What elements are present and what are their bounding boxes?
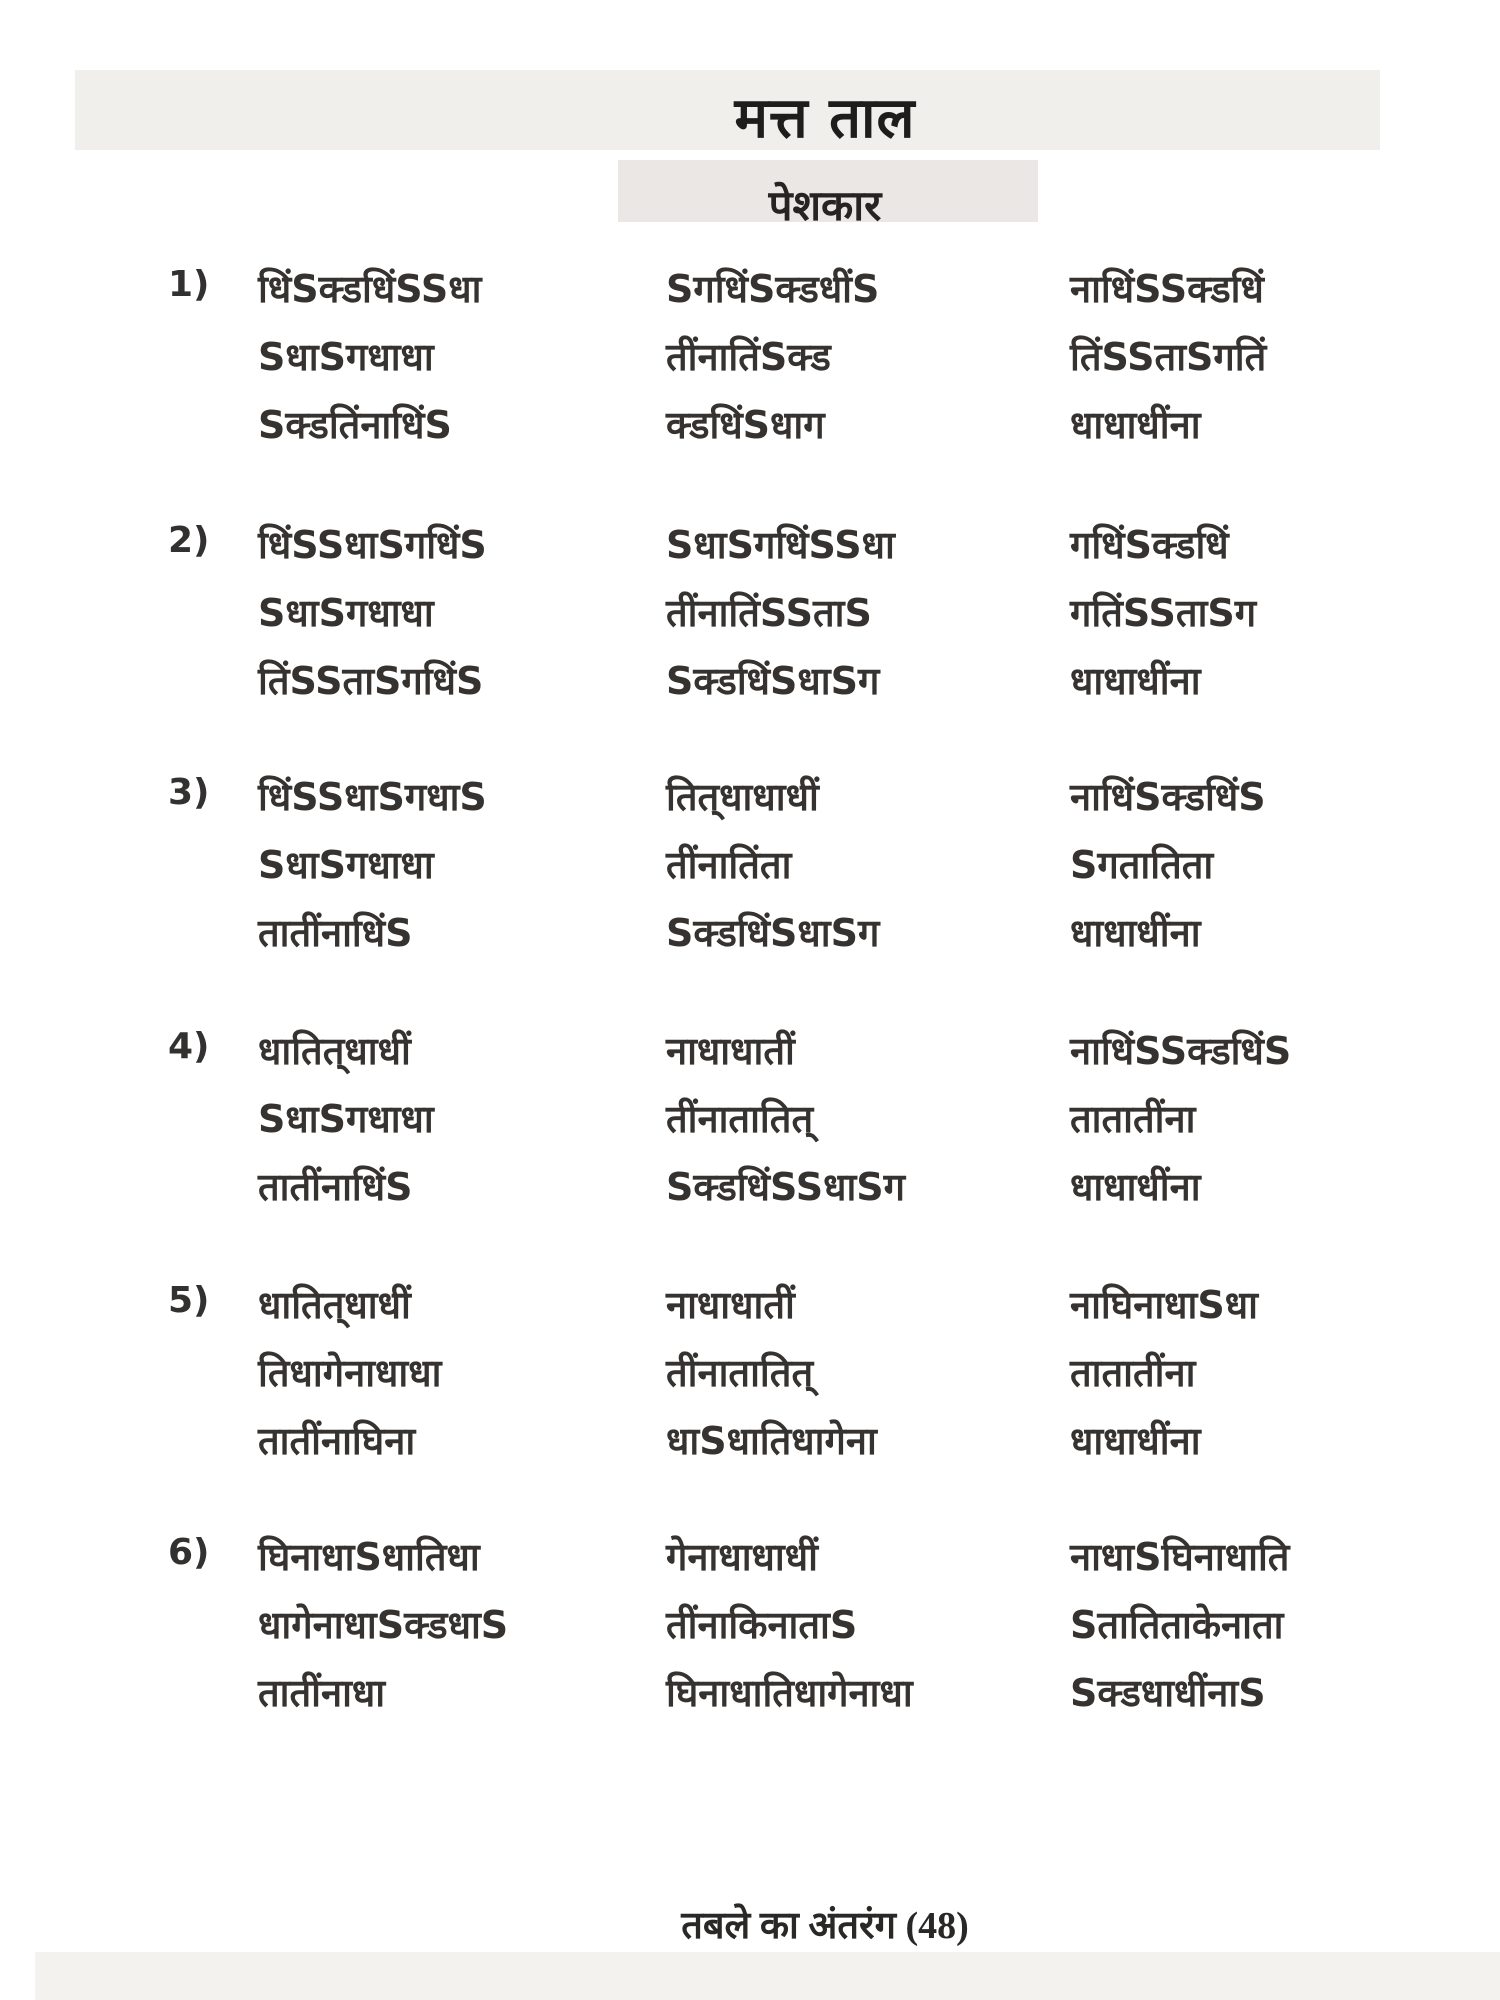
bol-cell: SधाSगधिंSSधा xyxy=(666,523,895,567)
page-footer: तबले का अंतरंग (48) xyxy=(681,1905,969,1947)
bol-cell: धिंSSधाSगधाS xyxy=(258,775,487,819)
bol-line xyxy=(0,1346,1500,1414)
bol-cell: तींनातातित् xyxy=(666,1097,814,1141)
bol-cell: धाSधातिधागेना xyxy=(666,1419,877,1463)
bol-cell: धाधाधींना xyxy=(1070,659,1201,703)
bol-line xyxy=(0,1092,1500,1160)
scan-artifact-band-bottom xyxy=(35,1952,1500,2000)
bol-cell: क्डधिंSधाग xyxy=(666,403,825,447)
bol-cell: गधिंSक्डधिं xyxy=(1070,523,1229,567)
bol-line xyxy=(0,1414,1500,1482)
bol-cell: Sक्डधिंSSधाSग xyxy=(666,1165,906,1209)
group-number: 5) xyxy=(168,1280,210,1321)
bol-cell: धागेनाधाSक्डधाS xyxy=(258,1603,509,1647)
bol-line xyxy=(0,262,1500,330)
bol-cell: नाधिंSSक्डधिंS xyxy=(1070,1029,1292,1073)
group-number: 3) xyxy=(168,772,210,813)
bol-cell: तींनातातित् xyxy=(666,1351,814,1395)
bol-cell: Sक्डतिंनाधिंS xyxy=(258,403,452,447)
bol-cell: धिंSक्डधिंSSधा xyxy=(258,267,482,311)
bol-cell: Sक्डधिंSधाSग xyxy=(666,659,880,703)
bol-cell: धाधाधींना xyxy=(1070,403,1201,447)
bol-line xyxy=(0,586,1500,654)
bol-cell: तींनातिंता xyxy=(666,843,792,887)
bol-cell: SधाSगधाधा xyxy=(258,335,434,379)
group-number: 1) xyxy=(168,264,210,305)
bol-line xyxy=(0,1666,1500,1734)
bol-cell: गतिंSSताSग xyxy=(1070,591,1257,635)
bol-cell: गेनाधाधाधीं xyxy=(666,1535,818,1579)
group-number: 6) xyxy=(168,1532,210,1573)
bol-cell: नाधाधातीं xyxy=(666,1283,795,1327)
bol-line xyxy=(0,1278,1500,1346)
bol-cell: नाधाधातीं xyxy=(666,1029,795,1073)
bol-cell: धिंSSधाSगधिंS xyxy=(258,523,487,567)
bol-line xyxy=(0,330,1500,398)
bol-cell: Sगतातिता xyxy=(1070,843,1214,887)
bol-cell: नाधिंSक्डधिंS xyxy=(1070,775,1266,819)
taal-group-6 xyxy=(0,1530,1500,1734)
page-subtitle: पेशकार xyxy=(768,181,882,230)
bol-cell: तींनातिंSक्ड xyxy=(666,335,831,379)
bol-line xyxy=(0,654,1500,722)
bol-cell: घिनाधातिधागेनाधा xyxy=(666,1671,913,1715)
bol-cell: तींनाकिनाताS xyxy=(666,1603,858,1647)
bol-line xyxy=(0,1598,1500,1666)
taal-group-5 xyxy=(0,1278,1500,1482)
bol-line xyxy=(0,770,1500,838)
bol-cell: धातित्‌धाधीं xyxy=(258,1283,411,1327)
group-number: 4) xyxy=(168,1026,210,1067)
bol-cell: धाधाधींना xyxy=(1070,1419,1201,1463)
bol-cell: SधाSगधाधा xyxy=(258,843,434,887)
taal-group-2 xyxy=(0,518,1500,722)
bol-cell: तातातींना xyxy=(1070,1097,1196,1141)
taal-group-1 xyxy=(0,262,1500,466)
bol-cell: तित्‌धाधाधीं xyxy=(666,775,819,819)
bol-cell: Sक्डधिंSधाSग xyxy=(666,911,880,955)
bol-line xyxy=(0,838,1500,906)
page-title: मत्त ताल xyxy=(734,86,916,151)
bol-line xyxy=(0,398,1500,466)
bol-cell: तींनातिंSSताS xyxy=(666,591,872,635)
bol-cell: तिधागेनाधाधा xyxy=(258,1351,442,1395)
bol-cell: तातींनाधिंS xyxy=(258,911,413,955)
bol-cell: SगधिंSक्डधींS xyxy=(666,267,880,311)
bol-cell: तातींनाघिना xyxy=(258,1419,416,1463)
bol-cell: SधाSगधाधा xyxy=(258,1097,434,1141)
bol-cell: तातातींना xyxy=(1070,1351,1196,1395)
bol-cell: Sतातिताकेनाता xyxy=(1070,1603,1284,1647)
bol-cell: नाधिंSSक्डधिं xyxy=(1070,267,1264,311)
taal-group-4 xyxy=(0,1024,1500,1228)
group-number: 2) xyxy=(168,520,210,561)
bol-line xyxy=(0,1024,1500,1092)
bol-cell: तातींनाधिंS xyxy=(258,1165,413,1209)
bol-cell: धाधाधींना xyxy=(1070,1165,1201,1209)
bol-cell: नाघिनाधाSधा xyxy=(1070,1283,1258,1327)
bol-line xyxy=(0,906,1500,974)
bol-cell: तिंSSताSगतिं xyxy=(1070,335,1267,379)
taal-group-3 xyxy=(0,770,1500,974)
bol-cell: धातित्‌धाधीं xyxy=(258,1029,411,1073)
bol-line xyxy=(0,1160,1500,1228)
bol-cell: SधाSगधाधा xyxy=(258,591,434,635)
bol-cell: नाधाSघिनाधाति xyxy=(1070,1535,1290,1579)
bol-cell: धाधाधींना xyxy=(1070,911,1201,955)
bol-line xyxy=(0,518,1500,586)
bol-line xyxy=(0,1530,1500,1598)
bol-cell: तातींनाधा xyxy=(258,1671,386,1715)
bol-cell: तिंSSताSगधिंS xyxy=(258,659,484,703)
bol-cell: घिनाधाSधातिधा xyxy=(258,1535,480,1579)
bol-cell: Sक्डधाधींनाS xyxy=(1070,1671,1266,1715)
